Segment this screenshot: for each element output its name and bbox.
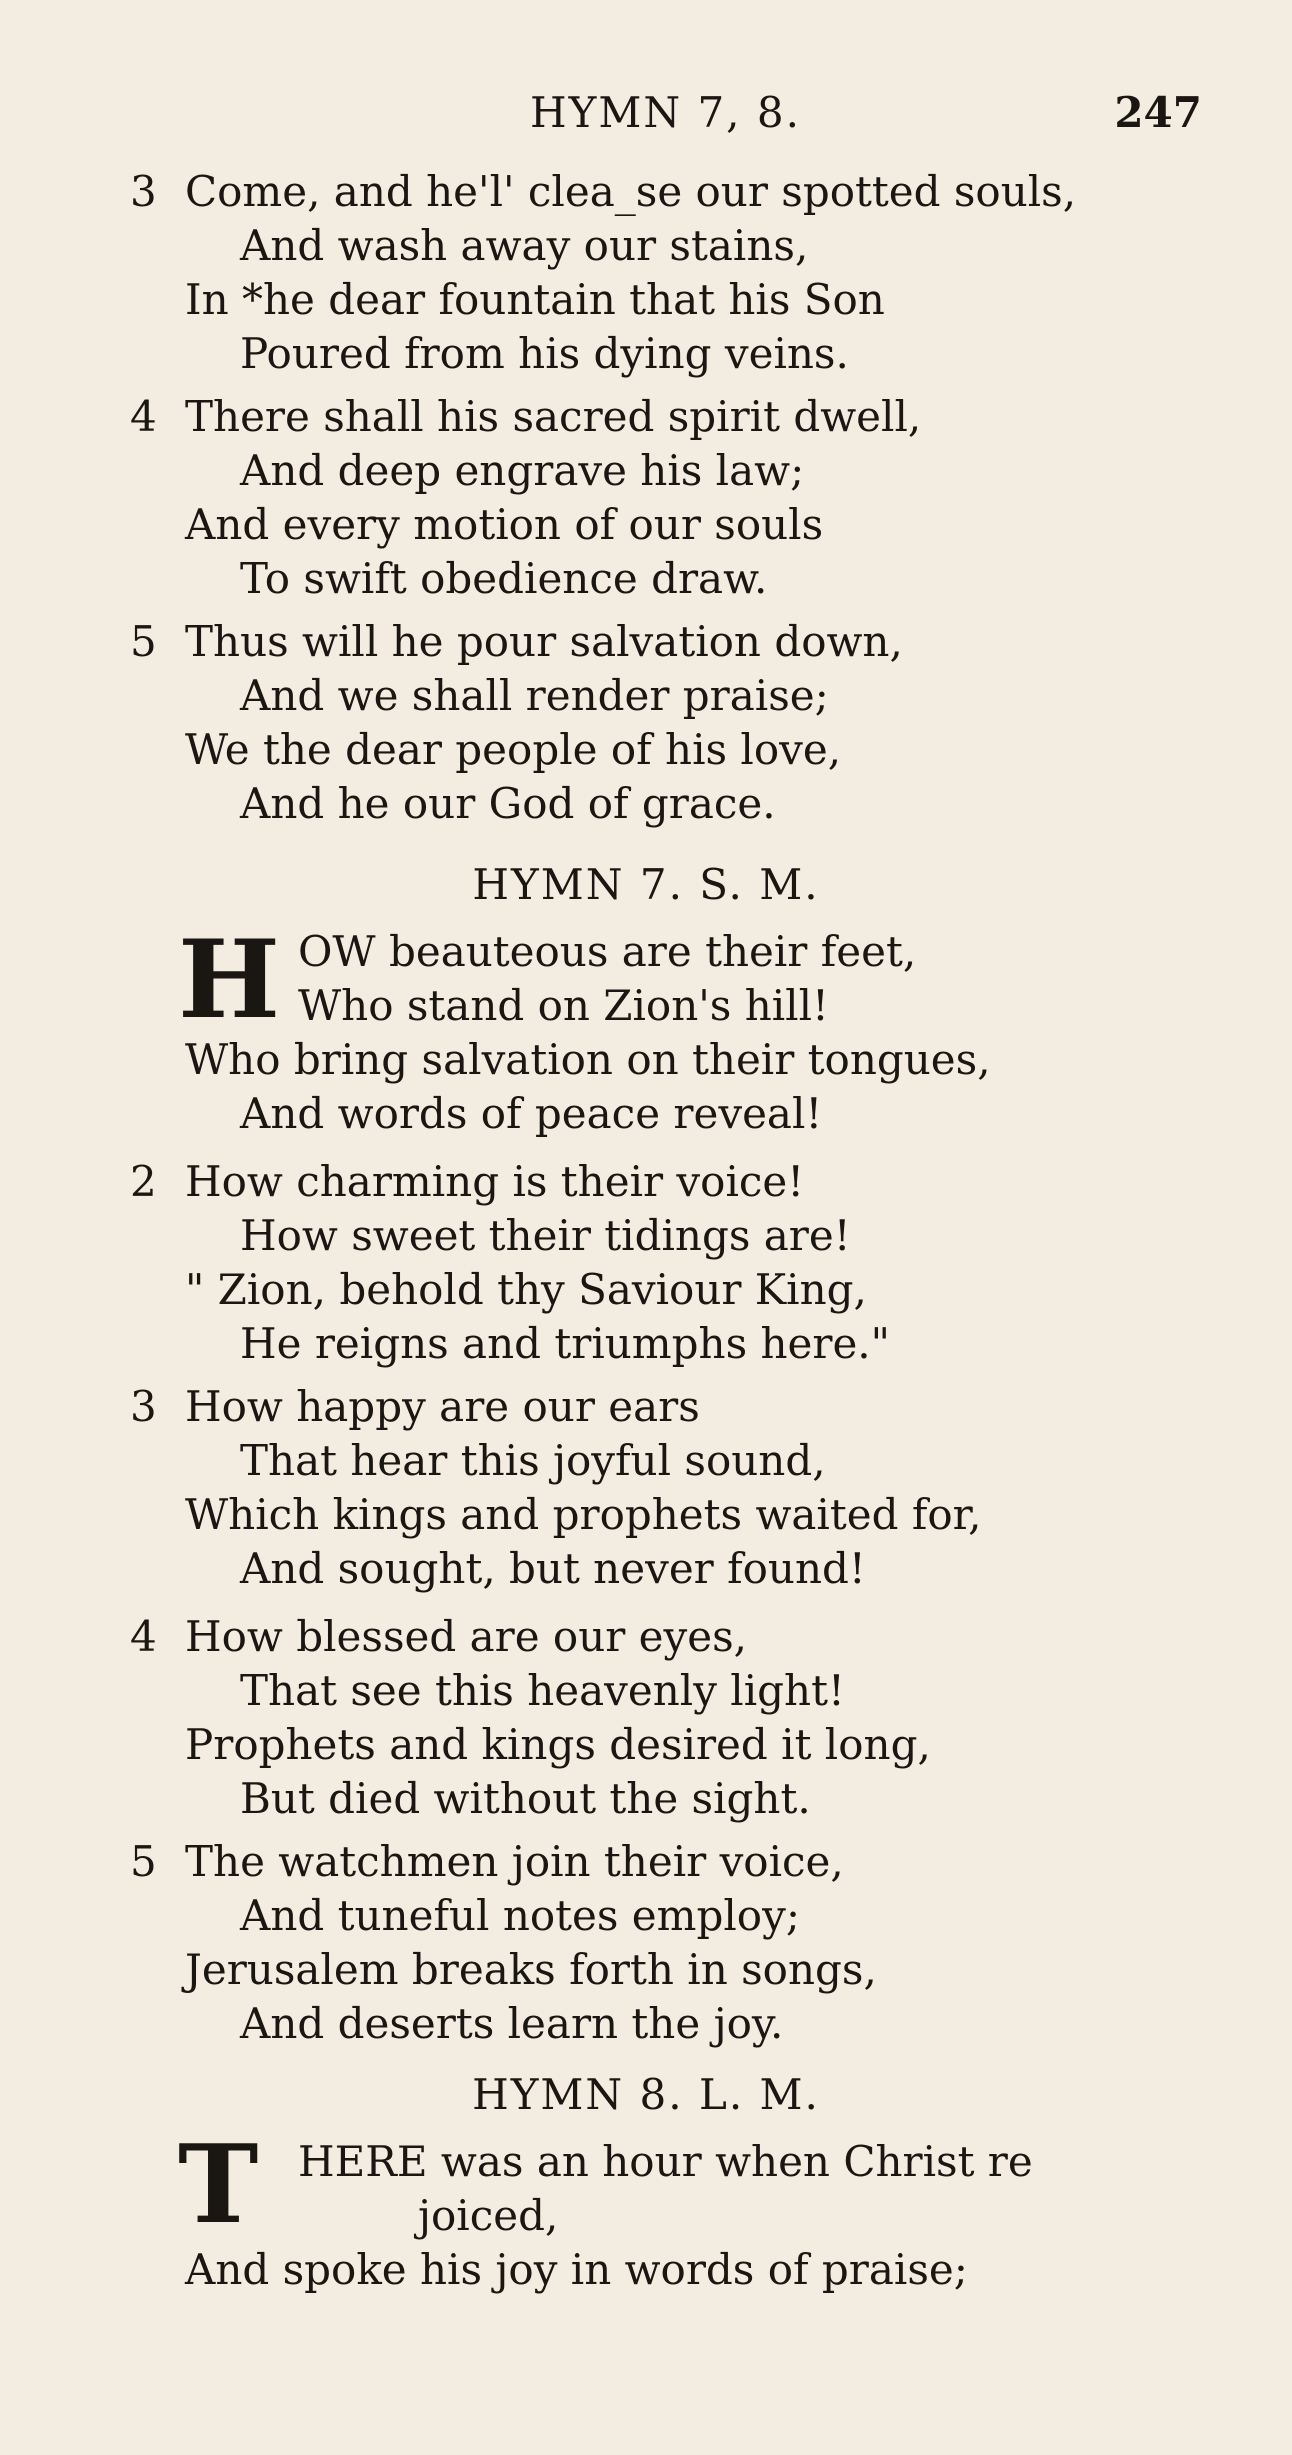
verse-line: The watchmen join their voice,	[185, 1837, 844, 1886]
verse-line: And he our God of grace.	[240, 779, 776, 828]
page-header	[0, 88, 1292, 138]
verse-line: And sought, but never found!	[240, 1544, 866, 1593]
verse-line: How charming is their voice!	[185, 1157, 805, 1206]
verse-number: 3	[130, 1382, 157, 1431]
verse-number: 3	[130, 167, 157, 216]
hymn-title: HYMN 8. L. M.	[472, 2070, 820, 2119]
verse-number: 5	[130, 617, 157, 666]
verse-line: That hear this joyful sound,	[240, 1436, 826, 1485]
verse-number: 4	[130, 1612, 157, 1661]
verse-line: Who stand on Zion's hill!	[298, 981, 829, 1030]
verse-line: And every motion of our souls	[185, 500, 824, 549]
verse-line: Thus will he pour salvation down,	[185, 617, 903, 666]
verse-line: In *he dear fountain that his Son	[185, 275, 885, 324]
verse-line: But died without the sight.	[240, 1774, 811, 1823]
verse-line: Which kings and prophets waited for,	[185, 1490, 982, 1539]
verse-line: joiced,	[418, 2191, 559, 2240]
verse-line: And words of peace reveal!	[240, 1089, 823, 1138]
verse-line: And tuneful notes employ;	[240, 1891, 800, 1940]
verse-number: 4	[130, 392, 157, 441]
verse-number: 5	[130, 1837, 157, 1886]
verse-line: Prophets and kings desired it long,	[185, 1720, 931, 1769]
drop-cap: T	[178, 2122, 259, 2248]
verse-number: 2	[130, 1157, 157, 1206]
verse-line: " Zion, behold thy Saviour King,	[185, 1265, 867, 1314]
verse-line: To swift obedience draw.	[240, 554, 768, 603]
verse-line: Jerusalem breaks forth in songs,	[185, 1945, 877, 1994]
hymn-title: HYMN 7. S. M.	[472, 860, 820, 909]
verse-line: OW beauteous are their feet,	[298, 927, 917, 976]
verse-line: And deserts learn the joy.	[240, 1999, 784, 2048]
verse-line: Who bring salvation on their tongues,	[185, 1035, 991, 1084]
verse-line: There shall his sacred spirit dwell,	[185, 392, 922, 441]
verse-line: Come, and he'l' clea_se our spotted souls,	[185, 167, 1077, 216]
verse-line: He reigns and triumphs here."	[240, 1319, 890, 1368]
verse-line: HERE was an hour when Christ re	[298, 2137, 1033, 2186]
verse-line: How sweet their tidings are!	[240, 1211, 851, 1260]
verse-line: That see this heavenly light!	[240, 1666, 845, 1715]
verse-line: And wash away our stains,	[240, 221, 809, 270]
verse-line: How happy are our ears	[185, 1382, 700, 1431]
page-number: 247	[1114, 88, 1202, 137]
verse-line: And we shall render praise;	[240, 671, 829, 720]
drop-cap: H	[178, 917, 281, 1043]
verse-line: And deep engrave his law;	[240, 446, 805, 495]
verse-line: Poured from his dying veins.	[240, 329, 849, 378]
verse-line: And spoke his joy in words of praise;	[185, 2245, 968, 2294]
verse-line: We the dear people of his love,	[185, 725, 842, 774]
verse-line: How blessed are our eyes,	[185, 1612, 748, 1661]
running-title: HYMN 7, 8.	[530, 88, 801, 137]
